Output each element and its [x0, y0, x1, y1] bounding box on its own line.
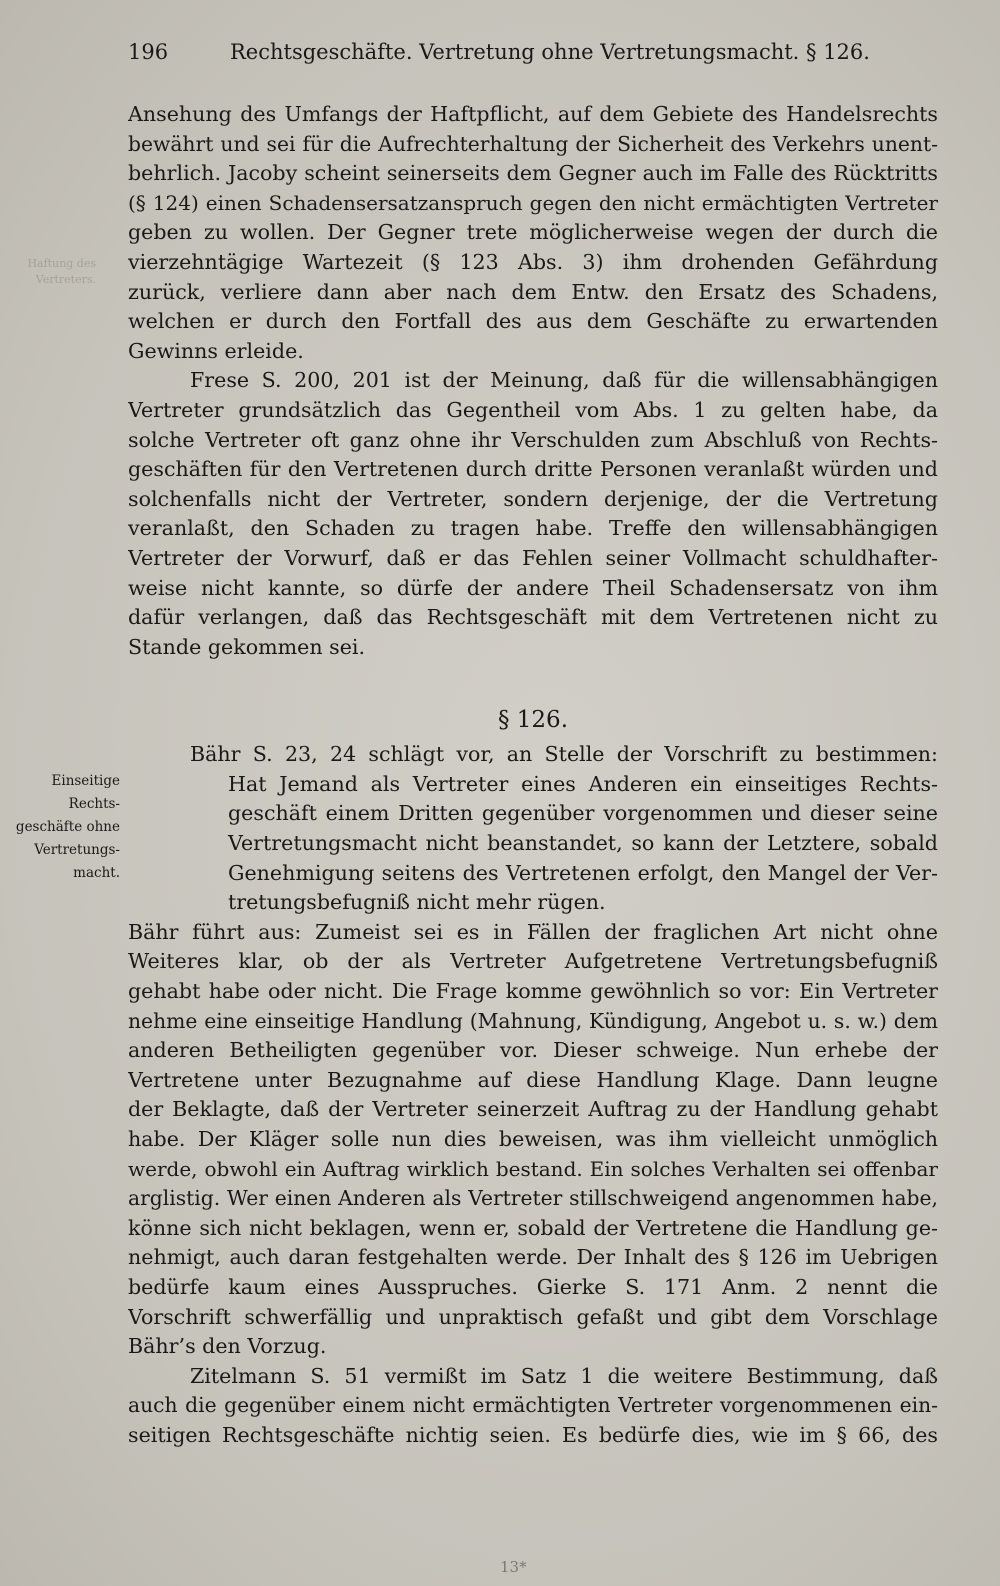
text-line: dafür verlangen, daß das Rechtsgeschäft mit dem Vertretenen nicht zu [128, 605, 938, 630]
text-line: Stande gekommen sei. [128, 634, 366, 659]
margin-note-line: Rechts- [68, 796, 120, 812]
quote-line: tretungsbefugniß nicht mehr rügen. [228, 890, 606, 915]
paragraph-2 [128, 366, 938, 662]
text-line: Ansehung des Umfangs der Haftpflicht, auf dem Gebiete des Handelsrechts [128, 102, 938, 126]
text-line: (§ 124) einen Schadensersatzanspruch gegen den nicht ermächtigten Vertreter [128, 190, 938, 215]
text-line: der Beklagte, daß der Vertreter seinerzeit Auftrag zu der Handlung gehabt [128, 1097, 938, 1122]
text-line: vierzehntägige Wartezeit (§ 123 Abs. 3) ihm drohenden Gefährdung [128, 249, 938, 274]
paragraph-4 [128, 918, 938, 1362]
text-line: solche Vertreter oft ganz ohne ihr Verschulden zum Abschluß von Rechts- [128, 427, 938, 452]
section-spacer [128, 662, 938, 700]
text-line: arglistig. Wer einen Anderen als Vertreter stillschweigend angenommen habe, [128, 1186, 938, 1211]
margin-note-line: Haftung des [27, 257, 96, 270]
quote-line: Vertretungsmacht nicht beanstandet, so kann der Letztere, sobald [228, 831, 938, 856]
text-line: geben zu wollen. Der Gegner trete möglicherweise wegen der durch die [128, 220, 938, 245]
quote-line: Hat Jemand als Vertreter eines Anderen ein einseitiges Rechts- [228, 771, 938, 796]
paragraph-5 [128, 1362, 938, 1451]
text-line: welchen er durch den Fortfall des aus dem Geschäfte zu erwartenden [128, 309, 938, 334]
signature-mark: 13* [500, 1558, 527, 1576]
page-number: 196 [128, 40, 169, 64]
text-line: nehmigt, auch daran festgehalten werde. Der Inhalt des § 126 im Uebrigen [128, 1245, 938, 1270]
text-line: Frese S. 200, 201 ist der Meinung, daß für die willensabhängigen [190, 368, 938, 393]
margin-note-liability [18, 256, 96, 288]
margin-note-line: Einseitige [51, 773, 120, 789]
text-line: behrlich. Jacoby scheint seinerseits dem Gegner auch im Falle des Rücktritts [128, 161, 938, 186]
text-line: nehme eine einseitige Handlung (Mahnung, Kündigung, Angebot u. s. w.) dem [128, 1008, 938, 1033]
paragraph-1 [128, 100, 938, 366]
text-line: Vorschrift schwerfällig und unpraktisch gefaßt und gibt dem Vorschlage [128, 1304, 938, 1329]
text-line: Gewinns erleide. [128, 338, 304, 363]
text-line: Vertreter der Vorwurf, daß er das Fehlen seiner Vollmacht schuldhafter- [128, 545, 938, 570]
text-line: geschäften für den Vertretenen durch dritte Personen veranlaßt würden und [128, 457, 938, 482]
text-line: Bähr führt aus: Zumeist sei es in Fällen der fraglichen Art nicht ohne [128, 919, 938, 944]
running-title: Rechtsgeschäfte. Vertretung ohne Vertretungsmacht. § 126. [230, 40, 870, 64]
margin-note-line: macht. [73, 865, 120, 881]
page-body [128, 100, 938, 1451]
quote-line: Genehmigung seitens des Vertretenen erfolgt, den Mangel der Ver- [228, 860, 938, 885]
text-line: solchenfalls nicht der Vertreter, sondern derjenige, der die Vertretung [128, 486, 938, 511]
text-line: Weiteres klar, ob der als Vertreter Aufgetretene Vertretungsbefugniß [128, 949, 938, 974]
text-line: Bähr S. 23, 24 schlägt vor, an Stelle der Vorschrift zu bestimmen: [190, 742, 938, 767]
text-line: habe. Der Kläger solle nun dies beweisen, was ihm vielleicht unmöglich [128, 1127, 938, 1151]
text-line: gehabt habe oder nicht. Die Frage komme gewöhnlich so vor: Ein Vertreter [128, 979, 938, 1004]
section-heading: § 126. [497, 707, 569, 734]
text-line: auch die gegenüber einem nicht ermächtigten Vertreter vorgenommenen ein- [128, 1393, 938, 1418]
text-line: könne sich nicht beklagen, wenn er, sobald der Vertretene die Handlung ge- [128, 1215, 938, 1240]
text-line: Zitelmann S. 51 vermißt im Satz 1 die weitere Bestimmung, daß [190, 1363, 938, 1388]
text-line: bewährt und sei für die Aufrechterhaltung der Sicherheit des Verkehrs unent- [128, 131, 938, 156]
text-line: Vertretene unter Bezugnahme auf diese Handlung Klage. Dann leugne [128, 1067, 938, 1092]
margin-note-line: Vertreters. [35, 273, 96, 286]
margin-note-line: Vertretungs- [34, 842, 120, 858]
margin-note-line: geschäfte ohne [15, 819, 120, 835]
page-header [128, 40, 938, 80]
text-line: veranlaßt, den Schaden zu tragen habe. Treffe den willensabhängigen [128, 516, 938, 541]
quote-line: geschäft einem Dritten gegenüber vorgenommen und dieser seine [228, 801, 938, 826]
text-line: Vertreter grundsätzlich das Gegentheil vom Abs. 1 zu gelten habe, da [128, 397, 938, 422]
text-line: anderen Betheiligten gegenüber vor. Dieser schweige. Nun erhebe der [128, 1038, 938, 1063]
text-line: Bähr’s den Vorzug. [128, 1334, 327, 1359]
margin-note-unilateral [0, 770, 120, 885]
text-line: seitigen Rechtsgeschäfte nichtig seien. Es bedürfe dies, wie im § 66, des [128, 1422, 938, 1447]
paragraph-3 [128, 740, 938, 918]
text-line: zurück, verliere dann aber nach dem Entw. den Ersatz des Schadens, [128, 279, 938, 304]
text-line: werde, obwohl ein Auftrag wirklich bestand. Ein solches Verhalten sei offenbar [128, 1156, 938, 1181]
text-line: weise nicht kannte, so dürfe der andere Theil Schadensersatz von ihm [128, 575, 938, 600]
text-line: bedürfe kaum eines Ausspruches. Gierke S. 171 Anm. 2 nennt die [128, 1274, 938, 1299]
